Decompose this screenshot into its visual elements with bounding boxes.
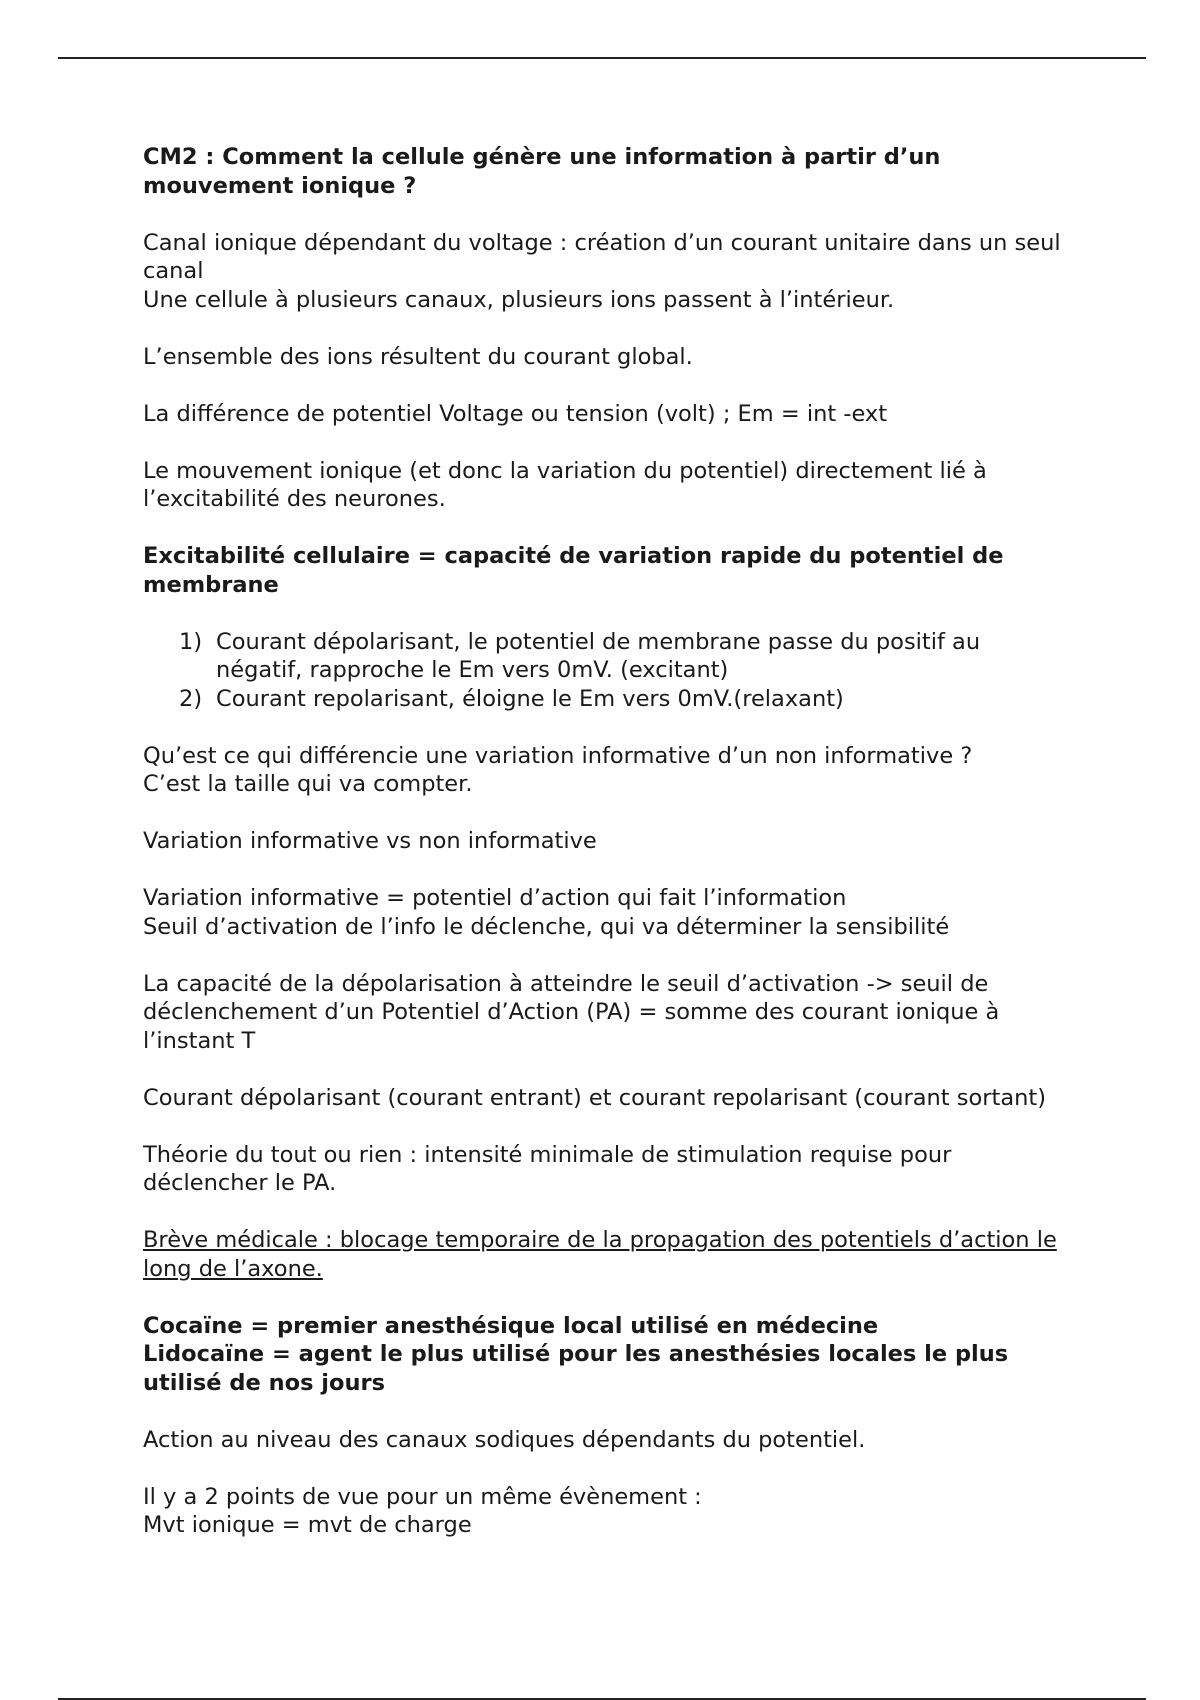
paragraph-all-or-none: Théorie du tout ou rien : intensité minimale de stimulation requise pour déclencher le PA.: [143, 1141, 952, 1196]
lidocaine-line: Lidocaïne = agent le plus utilisé pour les anesthésies locales le plus utilisé de nos jours: [143, 1341, 1009, 1396]
paragraph-currents: Courant dépolarisant (courant entrant) et courant repolarisant (courant sortant): [143, 1084, 1046, 1111]
list-item-text: Courant dépolarisant, le potentiel de membrane passe du positif au négatif, rapproche le Em vers 0mV. (excitant): [216, 628, 981, 683]
paragraph-ions: L’ensemble des ions résultent du courant global.: [143, 343, 693, 370]
heading-excitability: Excitabilité cellulaire = capacité de variation rapide du potentiel de membrane: [143, 543, 1004, 598]
list-item-text: Courant repolarisant, éloigne le Em vers 0mV.(relaxant): [216, 685, 844, 712]
paragraph-voltage: La différence de potentiel Voltage ou tension (volt) ; Em = int -ext: [143, 400, 888, 427]
header-rule: [58, 57, 1146, 59]
paragraph-canal-line1: Canal ionique dépendant du voltage : création d’un courant unitaire dans un seul canal: [143, 229, 1061, 284]
cocaine-line: Cocaïne = premier anesthésique local utilisé en médecine: [143, 1312, 879, 1339]
paragraph-viewpoints: [143, 1483, 1063, 1540]
paragraph-question: [143, 742, 1063, 799]
paragraph-threshold: La capacité de la dépolarisation à atteindre le seuil d’activation -> seuil de déclenchement d’un Potentiel d’Action (PA) = somme des courant ionique à l’instant T: [143, 970, 1000, 1054]
paragraph-informative: [143, 884, 1063, 941]
paragraph-question-line1: Qu’est ce qui différencie une variation informative d’un non informative ?: [143, 742, 973, 769]
paragraph-excitability-link: Le mouvement ionique (et donc la variation du potentiel) directement lié à l’excitabilité des neurones.: [143, 457, 987, 512]
document-title: CM2 : Comment la cellule génère une information à partir d’un mouvement ionique ?: [143, 144, 941, 199]
paragraph-sodium-channels: Action au niveau des canaux sodiques dépendants du potentiel.: [143, 1426, 866, 1453]
numbered-list: [143, 628, 1063, 714]
document-body: [143, 143, 1063, 1540]
paragraph-canal: [143, 229, 1063, 315]
paragraph-medical-note: Brève médicale : blocage temporaire de la propagation des potentiels d’action le long de l’axone.: [143, 1227, 1057, 1282]
list-item: [143, 685, 1063, 714]
list-item-number: 1): [179, 628, 203, 655]
paragraph-viewpoints-line2: Mvt ionique = mvt de charge: [143, 1512, 472, 1538]
paragraph-variation: Variation informative vs non informative: [143, 828, 597, 854]
paragraph-informative-line2: Seuil d’activation de l’info le déclenche, qui va déterminer la sensibilité: [143, 913, 950, 940]
paragraph-canal-line2: Une cellule à plusieurs canaux, plusieurs ions passent à l’intérieur.: [143, 286, 895, 313]
list-item: [143, 628, 1063, 685]
paragraph-informative-line1: Variation informative = potentiel d’action qui fait l’information: [143, 885, 847, 911]
paragraph-question-line2: C’est la taille qui va compter.: [143, 771, 473, 797]
paragraph-anesthetics: [143, 1312, 1063, 1398]
paragraph-viewpoints-line1: Il y a 2 points de vue pour un même évènement :: [143, 1483, 702, 1510]
list-item-number: 2): [179, 685, 203, 712]
